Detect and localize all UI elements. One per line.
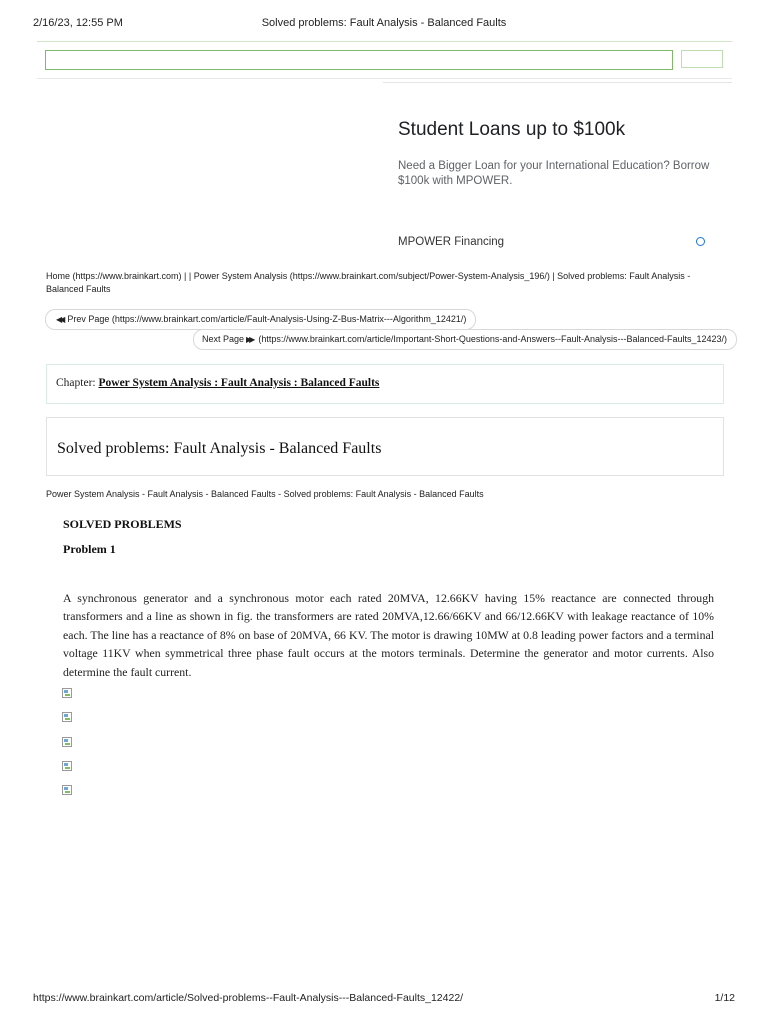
next-page-button[interactable] — [193, 329, 737, 350]
chapter-label: Chapter: — [56, 377, 96, 389]
double-left-arrow-icon: ◀◀ — [56, 315, 63, 324]
search-input[interactable] — [45, 50, 673, 70]
broken-image-icon — [62, 712, 72, 722]
print-date: 2/16/23, 12:55 PM — [33, 17, 123, 29]
title-box — [46, 417, 724, 476]
section-heading: SOLVED PROBLEMS — [63, 517, 182, 531]
broken-image-icon — [62, 688, 72, 698]
problem-text: A synchronous generator and a synchronous motor each rated 20MVA, 12.66KV having 15% reactance are connected through transformers and a line as shown in fig. the transformers are rated 20MVA,12.66/66KV and 66/12.66KV with leakage reactance of 10% each. The line has a reactance of 8% on base of 20MVA, 66 KV. The motor is drawing 10MW at 0.8 leading power factors and a terminal voltage 11KV when symmetrical three phase fault occurs at the motors terminals. Determine the generator and motor currents. Also determine the fault current. — [63, 591, 714, 679]
breadcrumb[interactable]: Home (https://www.brainkart.com) | | Power System Analysis (https://www.brainkart.com/subject/Power-System-Analysis_196/) | Solved problems: Fault Analysis - Balanced Faults — [46, 271, 691, 294]
broken-image-icon — [62, 785, 72, 795]
ad-advertiser[interactable]: MPOWER Financing — [398, 236, 505, 248]
chapter-box — [46, 364, 724, 404]
problem-heading: Problem 1 — [63, 542, 116, 556]
broken-image-icon — [62, 737, 72, 747]
search-button[interactable] — [681, 50, 723, 68]
print-header — [33, 17, 735, 31]
print-page-number: 1/12 — [714, 992, 735, 1004]
ad-open-icon[interactable] — [696, 237, 705, 246]
double-right-arrow-icon: ▶▶ — [246, 335, 253, 344]
prev-page-label: Prev Page (https://www.brainkart.com/article/Fault-Analysis-Using-Z-Bus-Matrix---Algorithm_12421/) — [67, 314, 467, 324]
next-page-label: Next Page — [202, 334, 245, 344]
broken-image-icon — [62, 761, 72, 771]
ad-banner[interactable] — [383, 82, 732, 263]
print-footer-url: https://www.brainkart.com/article/Solved-problems--Fault-Analysis---Balanced-Faults_12422/ — [33, 992, 464, 1004]
page-title: Solved problems: Fault Analysis - Balanced Faults — [57, 440, 382, 457]
print-footer — [33, 992, 735, 1006]
print-title: Solved problems: Fault Analysis - Balanced Faults — [261, 17, 507, 29]
sub-breadcrumb: Power System Analysis - Fault Analysis - Balanced Faults - Solved problems: Fault Analysis - Balanced Faults — [46, 489, 484, 499]
prev-page-button[interactable] — [45, 309, 476, 330]
ad-description: Need a Bigger Loan for your International Education? Borrow $100k with MPOWER. — [398, 160, 710, 187]
ad-title[interactable]: Student Loans up to $100k — [398, 119, 626, 140]
next-page-url: (https://www.brainkart.com/article/Important-Short-Questions-and-Answers--Fault-Analysis---Balanced-Faults_12423/) — [258, 334, 728, 344]
chapter-link[interactable]: Power System Analysis : Fault Analysis : Balanced Faults — [98, 377, 380, 389]
